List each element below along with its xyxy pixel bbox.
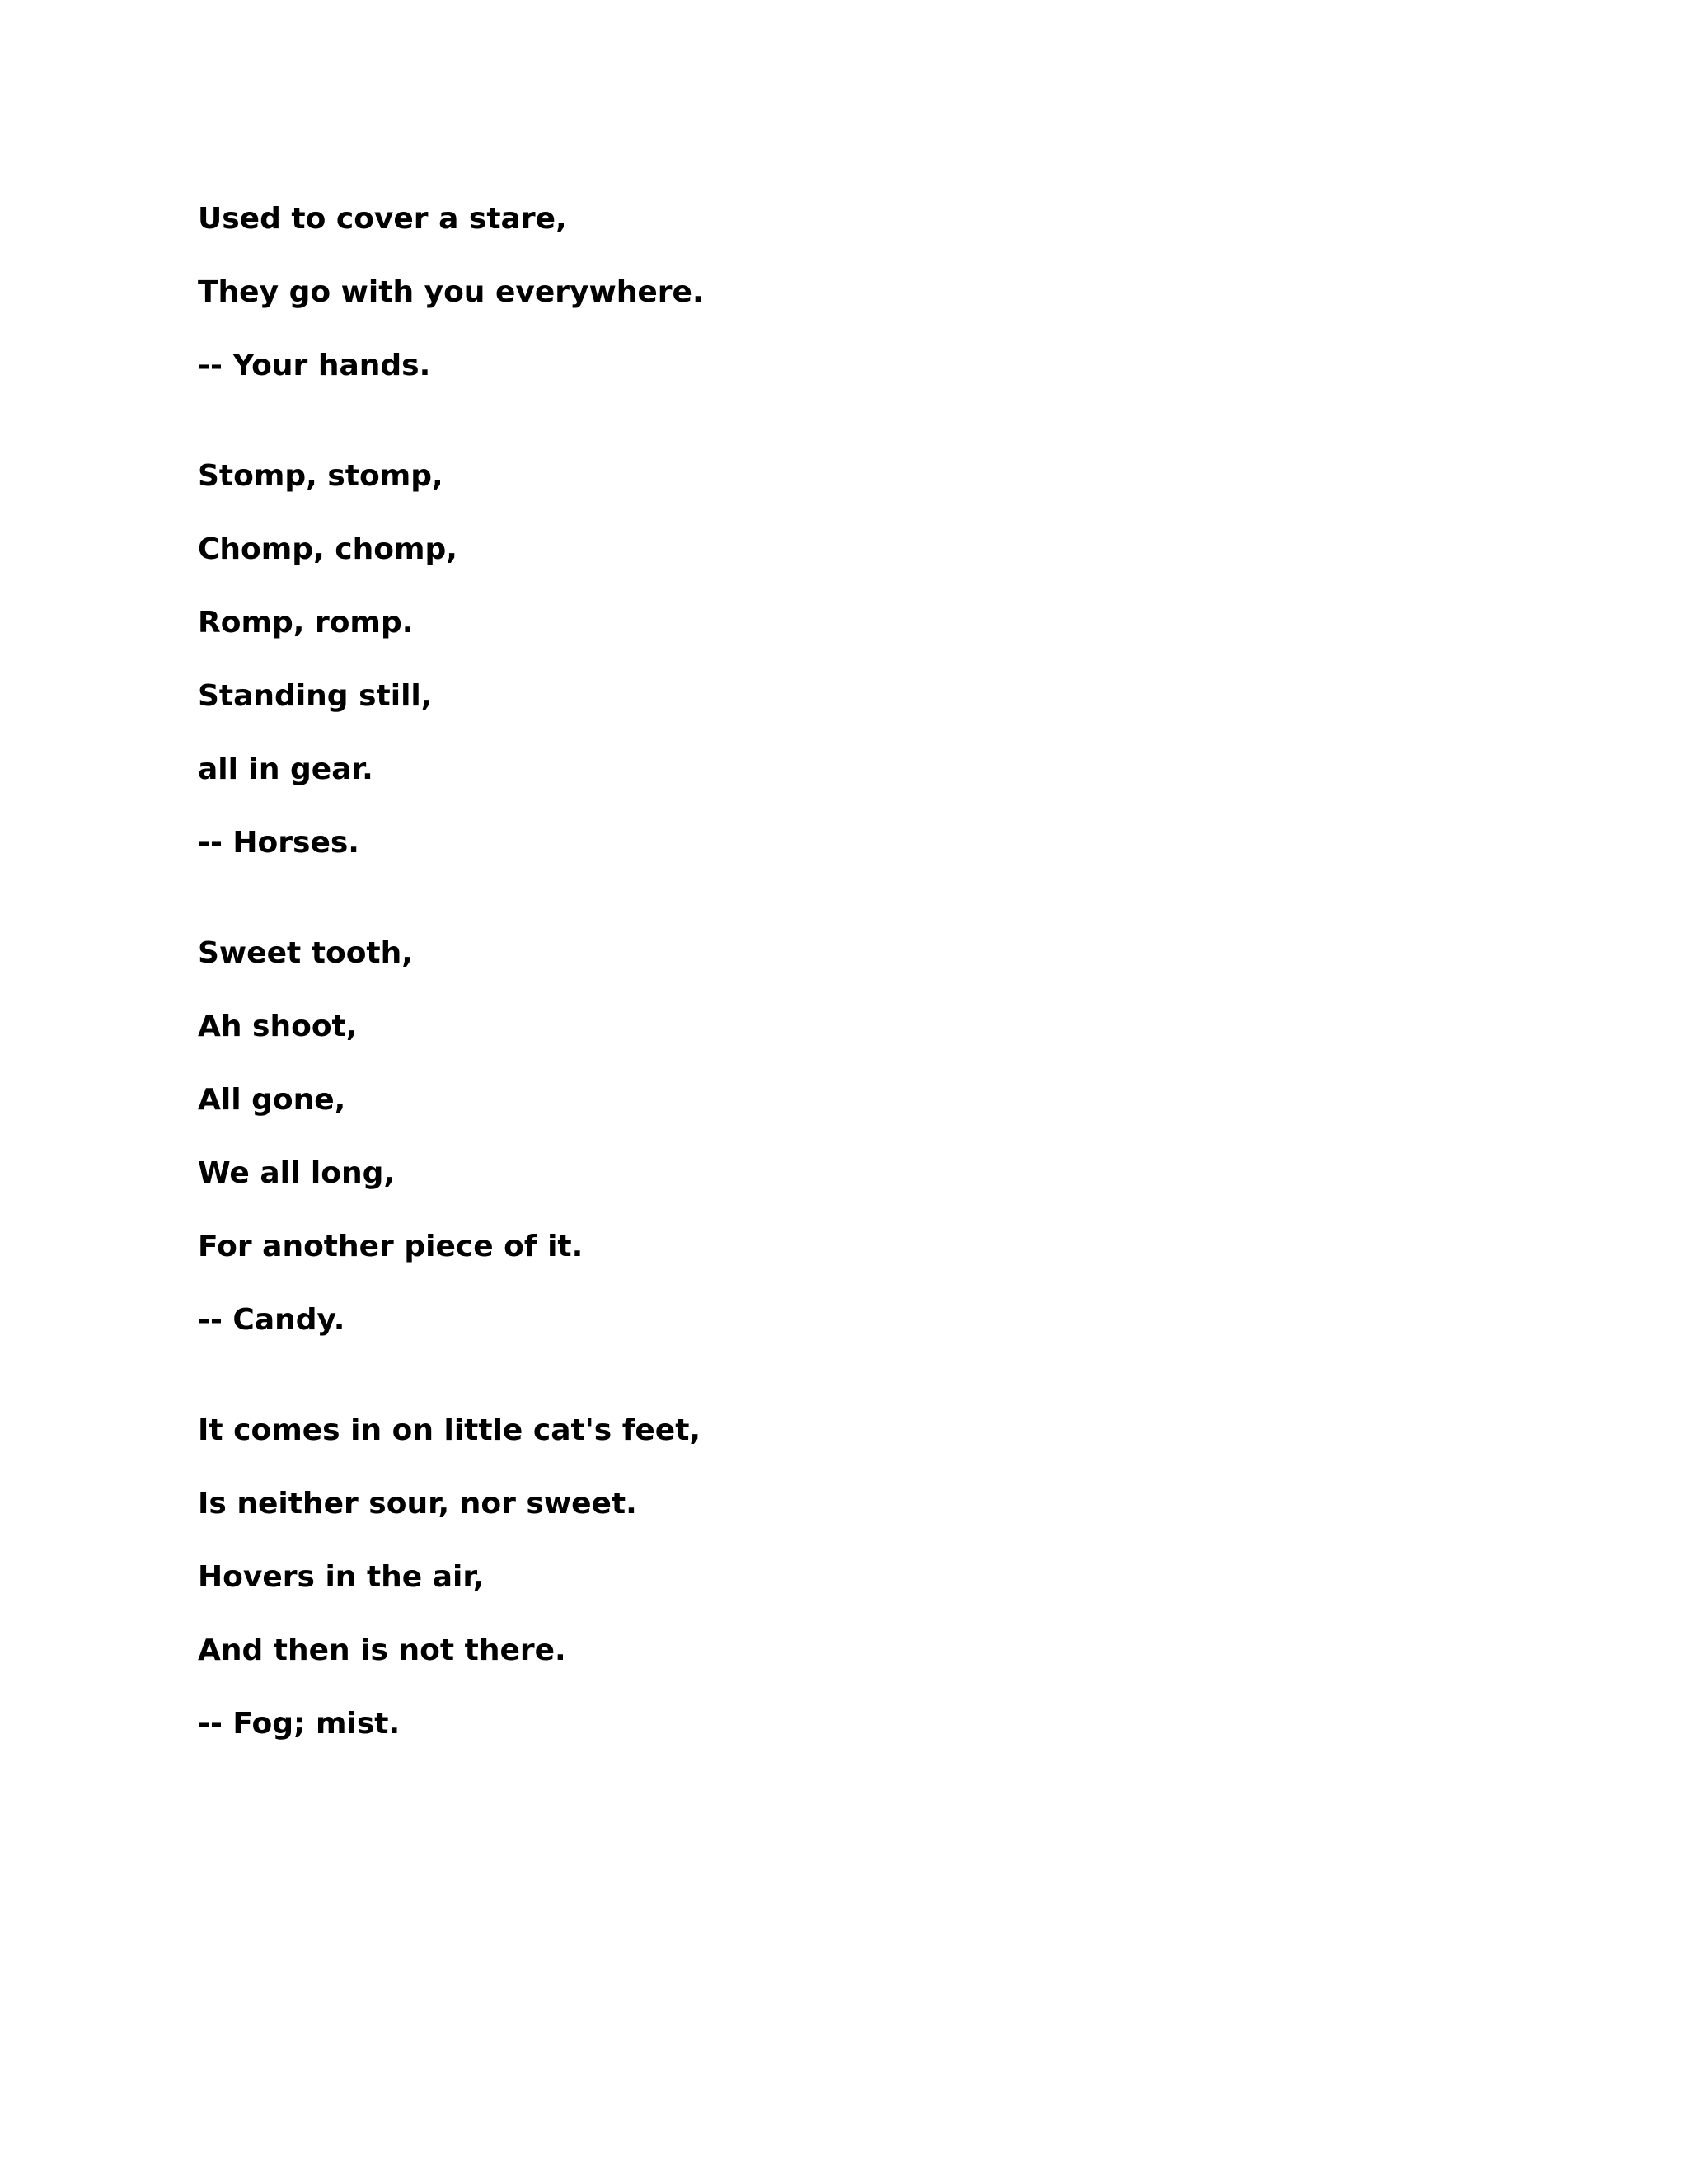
riddle-line: Ah shoot, <box>198 1010 358 1043</box>
riddle-line: It comes in on little cat's feet, <box>198 1413 701 1447</box>
riddle-line: Chomp, chomp, <box>198 532 457 566</box>
riddle-line: And then is not there. <box>198 1633 566 1667</box>
riddle-fog <box>198 1413 1517 1742</box>
riddle-line: Is neither sour, nor sweet. <box>198 1487 637 1521</box>
riddle-answer: -- Horses. <box>198 826 359 860</box>
riddle-line: all in gear. <box>198 752 373 786</box>
riddle-line: Standing still, <box>198 679 433 713</box>
riddle-line: Hovers in the air, <box>198 1560 485 1594</box>
riddle-answer: -- Candy. <box>198 1303 345 1337</box>
riddle-line: Used to cover a stare, <box>198 202 567 236</box>
riddle-answer: -- Fog; mist. <box>198 1707 401 1741</box>
riddle-answer: -- Your hands. <box>198 349 431 382</box>
document-body <box>198 201 1517 1816</box>
riddle-horses <box>198 458 1517 861</box>
riddle-line: Sweet tooth, <box>198 936 413 970</box>
riddle-line: We all long, <box>198 1156 396 1190</box>
riddle-line: Romp, romp. <box>198 606 414 640</box>
riddle-candy <box>198 935 1517 1338</box>
riddle-line: All gone, <box>198 1083 346 1117</box>
riddle-hands <box>198 201 1517 384</box>
riddle-line: For another piece of it. <box>198 1230 584 1263</box>
riddle-line: Stomp, stomp, <box>198 459 443 493</box>
riddle-line: They go with you everywhere. <box>198 275 704 309</box>
